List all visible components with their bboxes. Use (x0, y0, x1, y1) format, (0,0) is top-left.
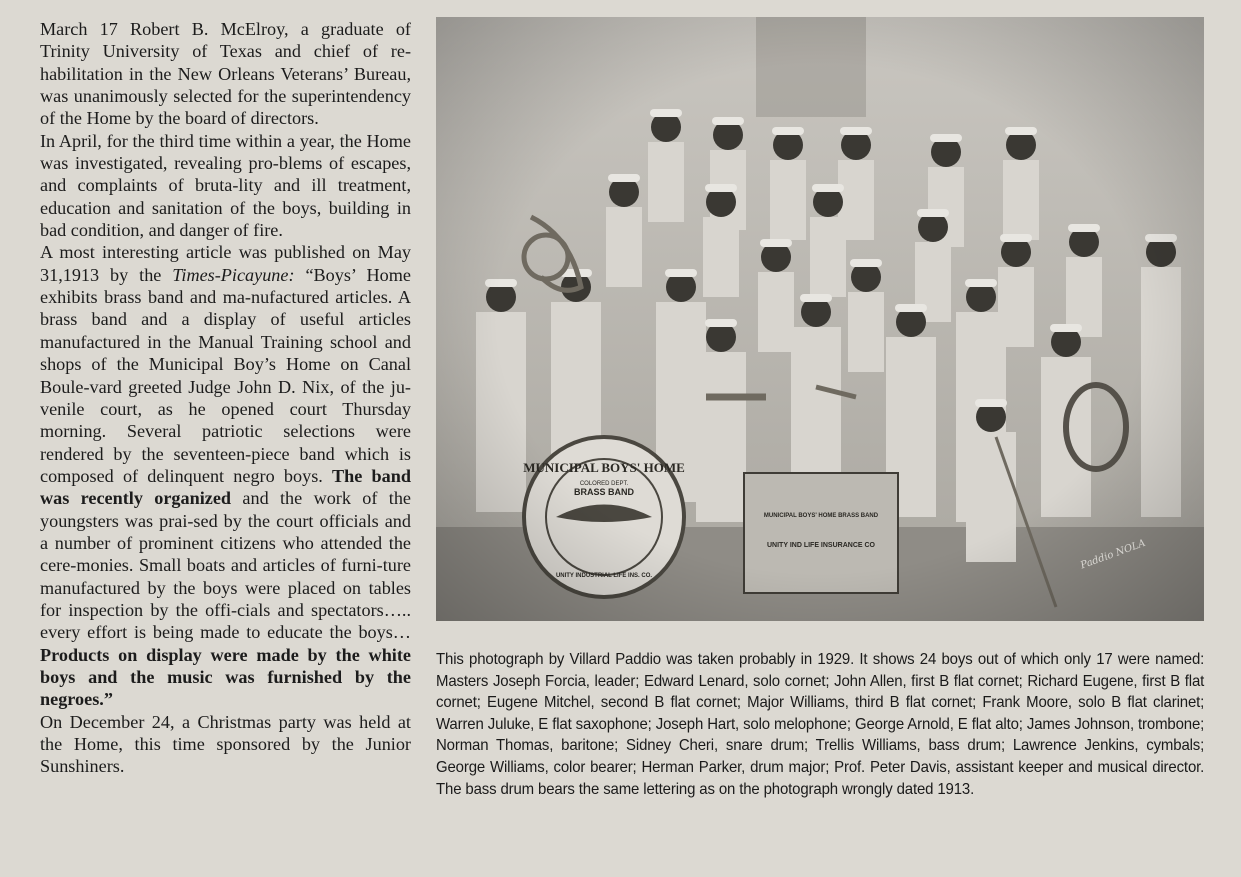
photo-vignette (436, 17, 1204, 621)
newspaper-title: Times-Picayune: (172, 264, 295, 285)
article-column (40, 18, 411, 778)
band-photograph (436, 17, 1204, 621)
paragraph-christmas: On December 24, a Christmas party was held at the Home, this time sponsored by the Junior Sunshiners. (40, 711, 411, 777)
paragraph-mcelroy: March 17 Robert B. McElroy, a graduate of Trinity University of Texas and chief of re-habilitation in the New Orleans Veterans’ Bureau, was unanimously selected for the superintendency of the Home by the board of directors. (40, 19, 411, 129)
quote-text: and the work of the youngsters was prai-sed by the court officials and a number of prominent citizens who attended the cere-monies. Small boats and articles of furni-ture manufactured by the boys were placed on tables for inspection by the offi-cials and spectators….. every effort is being made to educate the boys… (40, 488, 411, 643)
bold-quote: Products on display were made by the white boys and the music was furnished by the negroes.” (40, 644, 411, 710)
quote-text: “Boys’ Home exhibits brass band and ma-nufactured articles. A brass band and a display of useful articles manufactured in the Manual Training school and shops of the Municipal Boy’s Home on Canal Boule-vard greeted Judge John D. Nix, of the ju-venile court, as he opened court Thursday morning. Several patriotic selections were rendered by the seventeen-piece band which is composed of delinquent negro boys. (40, 264, 411, 486)
paragraph-times-picayune (40, 241, 411, 710)
photo-caption: This photograph by Villard Paddio was taken probably in 1929. It shows 24 boys out of which only 17 were named: Masters Joseph Forcia, leader; Edward Lenard, solo cornet; John Allen, first B flat cornet; Richard Eugene, first B flat cornet; Eugene Mitchel, second B flat cornet; Major Williams, third B flat cornet; Frank Moore, solo B flat clarinet; Warren Juluke, E flat saxophone; Joseph Hart, solo melophone; George Arnold, E flat alto; James Johnson, trombone; Norman Thomas, baritone; Sidney Cheri, snare drum; Trellis Williams, bass drum; Lawrence Jenkins, cymbals; George Williams, color bearer; Herman Parker, drum major; Prof. Peter Davis, assistant keeper and musical director. The bass drum bears the same lettering as on the photograph wrongly dated 1913. (436, 650, 1205, 798)
paragraph-text: A most interesting article was published on May 31,1913 by the (40, 242, 411, 285)
photo-illustration (436, 17, 1204, 621)
bold-quote: The band was recently organized (40, 465, 411, 509)
paragraph-investigation: In April, for the third time within a year, the Home was investigated, revealing pro-blems of escapes, and complaints of bruta-lity and ill treatment, education and sanitation of the boys, building in bad condition, and danger of fire. (40, 130, 411, 241)
